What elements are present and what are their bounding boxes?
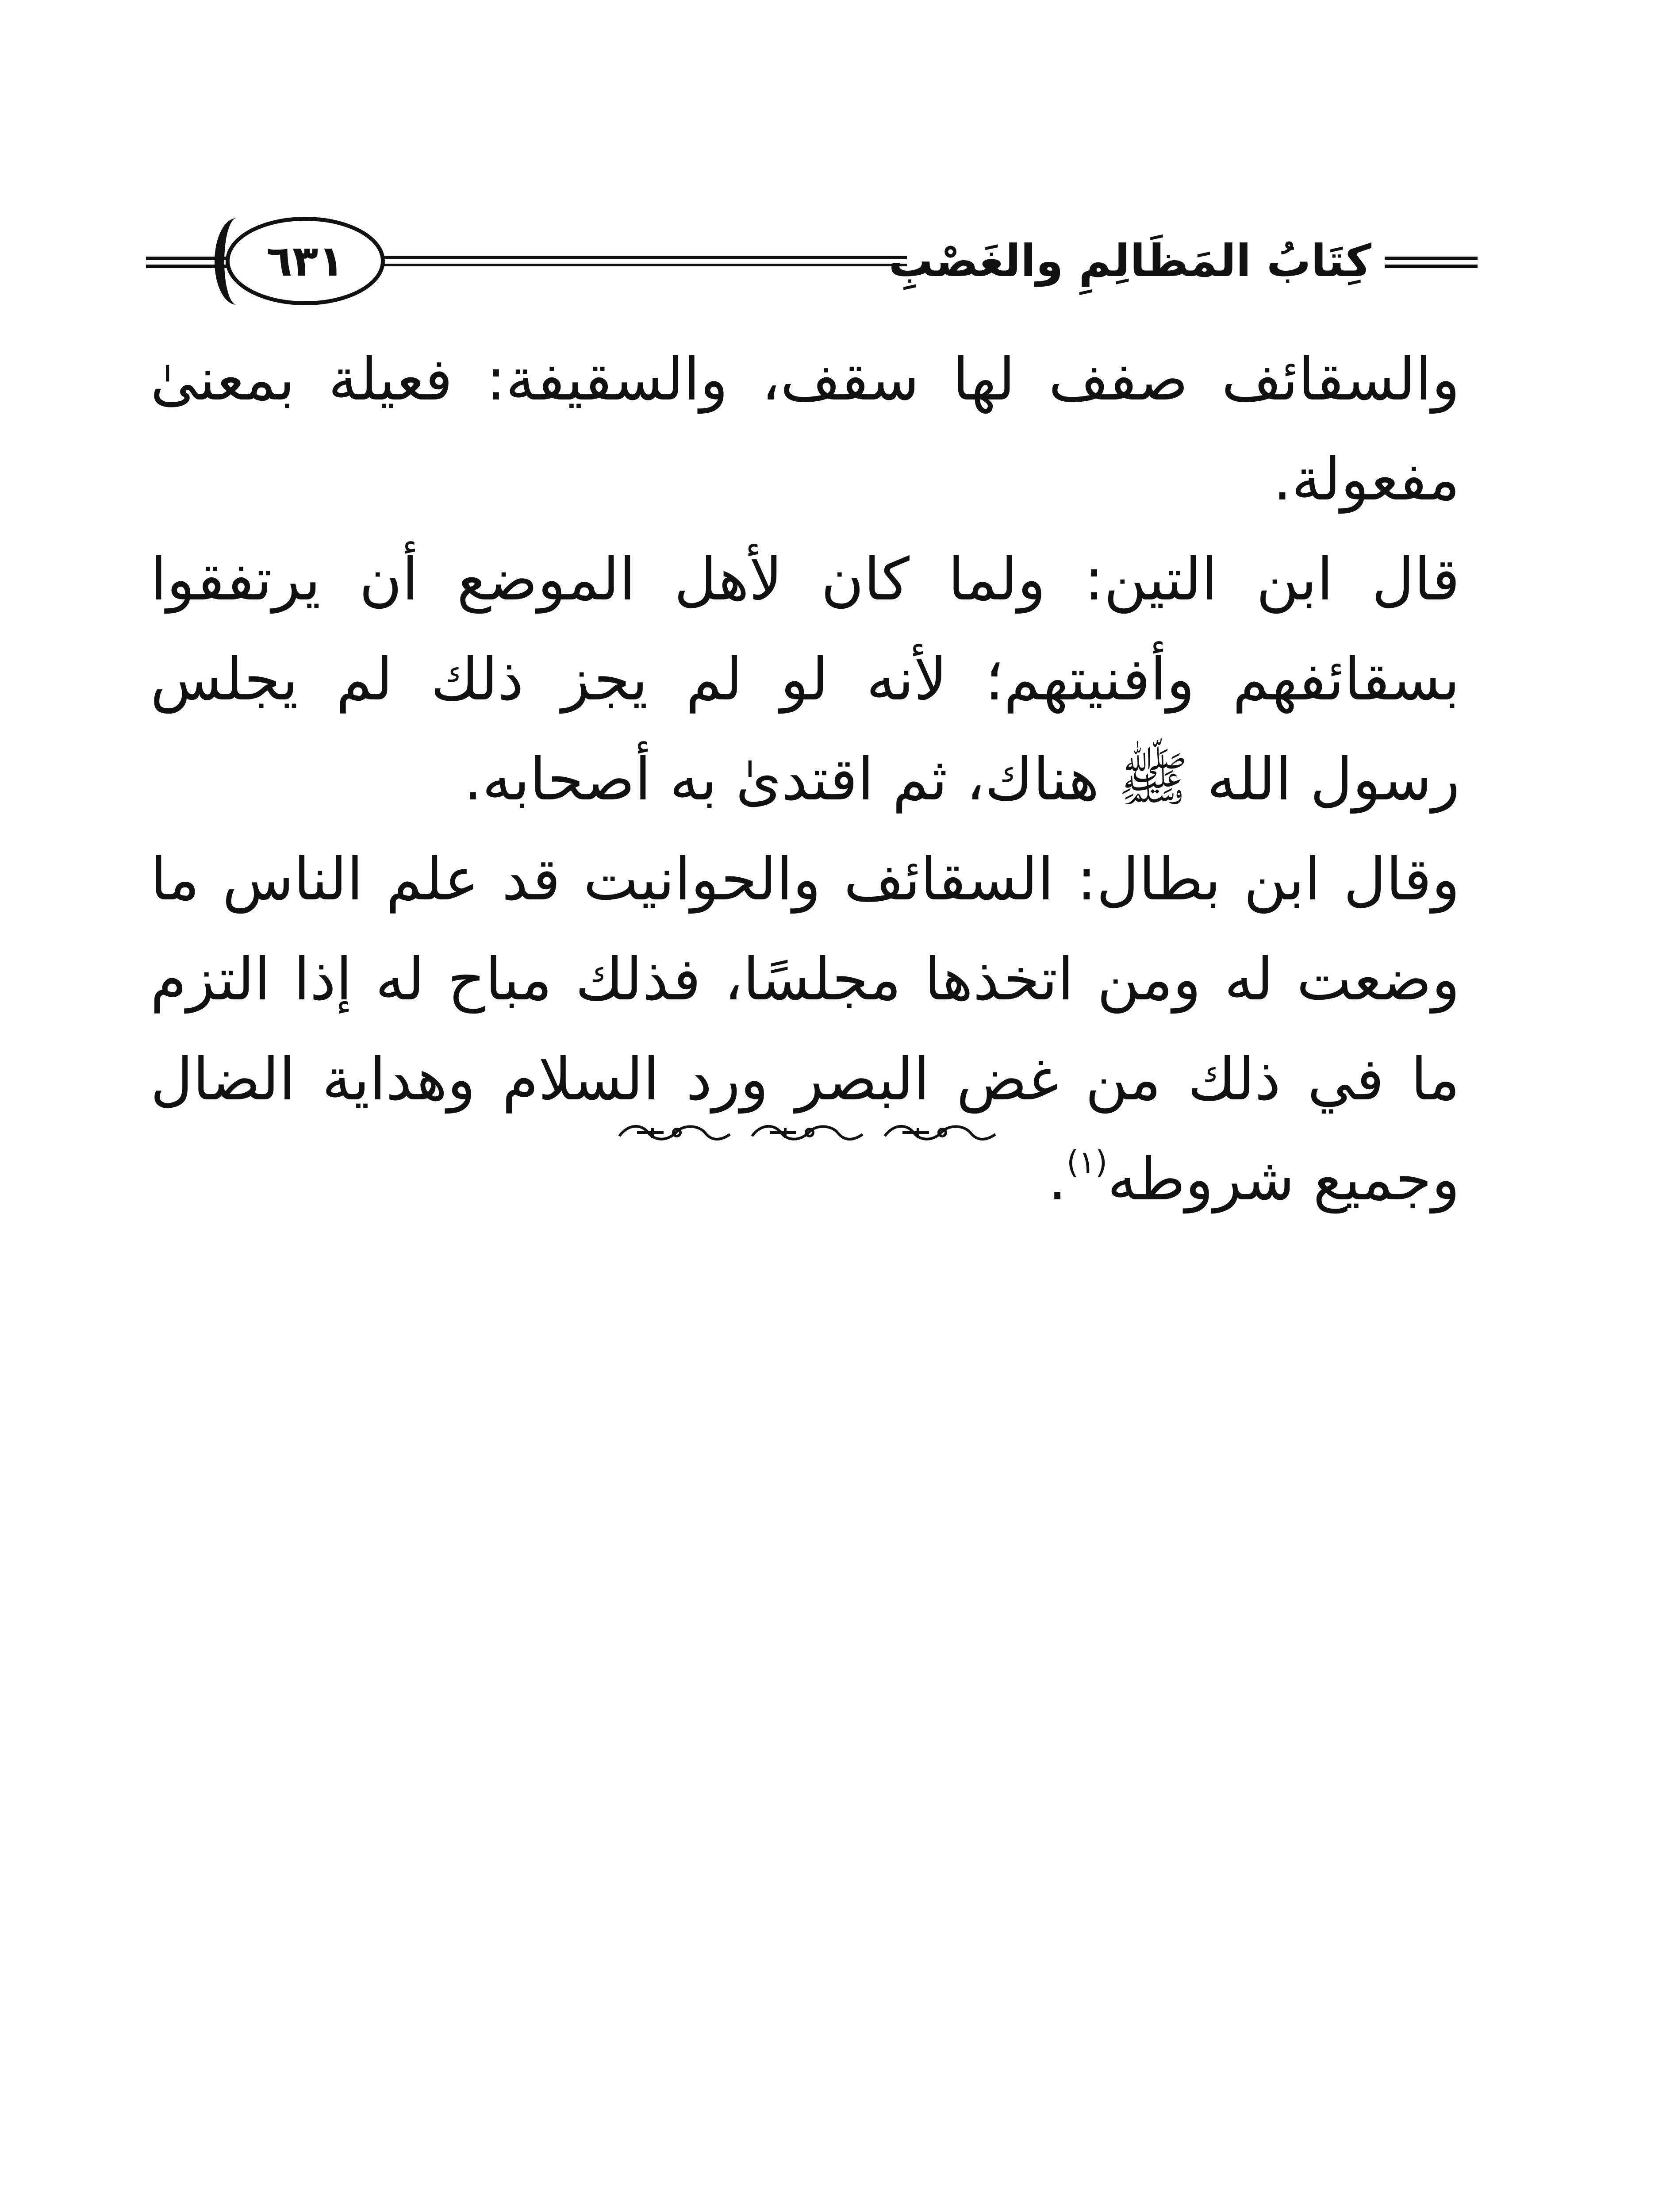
paragraph: والسقائف صفف لها سقف، والسقيفة: فعيلة بمعنىٰ مفعولة. [150, 346, 1460, 514]
header-rule [376, 264, 907, 266]
header-rule [1385, 257, 1478, 260]
paragraph-end-period: . [1048, 1145, 1067, 1214]
page-number: ٦٣١ [266, 236, 344, 286]
main-text [150, 330, 1460, 1229]
paragraph-text: وقال ابن بطال: السقائف والحوانيت قد علم الناس ما وضعت له ومن اتخذها مجلسًا، فذلك مباح له إذا التزم ما في ذلك من غض البصر ورد السلام وهداية الضال وجميع شروطه [150, 845, 1460, 1214]
paragraph: قال ابن التين: ولما كان لأهل الموضع أن يرتفقوا بسقائفهم وأفنيتهم؛ لأنه لو لم يجز ذلك لم يجلس رسول الله ﷺ هناك، ثم اقتدىٰ به أصحابه. [150, 545, 1460, 814]
book-title: كِتَابُ المَظَالِمِ والغَصْبِ [888, 235, 1371, 287]
ornament-motif [885, 1126, 995, 1139]
running-header [146, 208, 1478, 314]
page-number-badge [226, 217, 385, 305]
header-rule [376, 256, 907, 259]
header-rule [1385, 265, 1478, 268]
paragraph [150, 830, 1460, 1229]
ornament-motif [619, 1126, 730, 1139]
ornament-motif [752, 1126, 863, 1139]
footnote-reference: (١) [1067, 1144, 1108, 1180]
section-divider-ornament [610, 1115, 1009, 1150]
